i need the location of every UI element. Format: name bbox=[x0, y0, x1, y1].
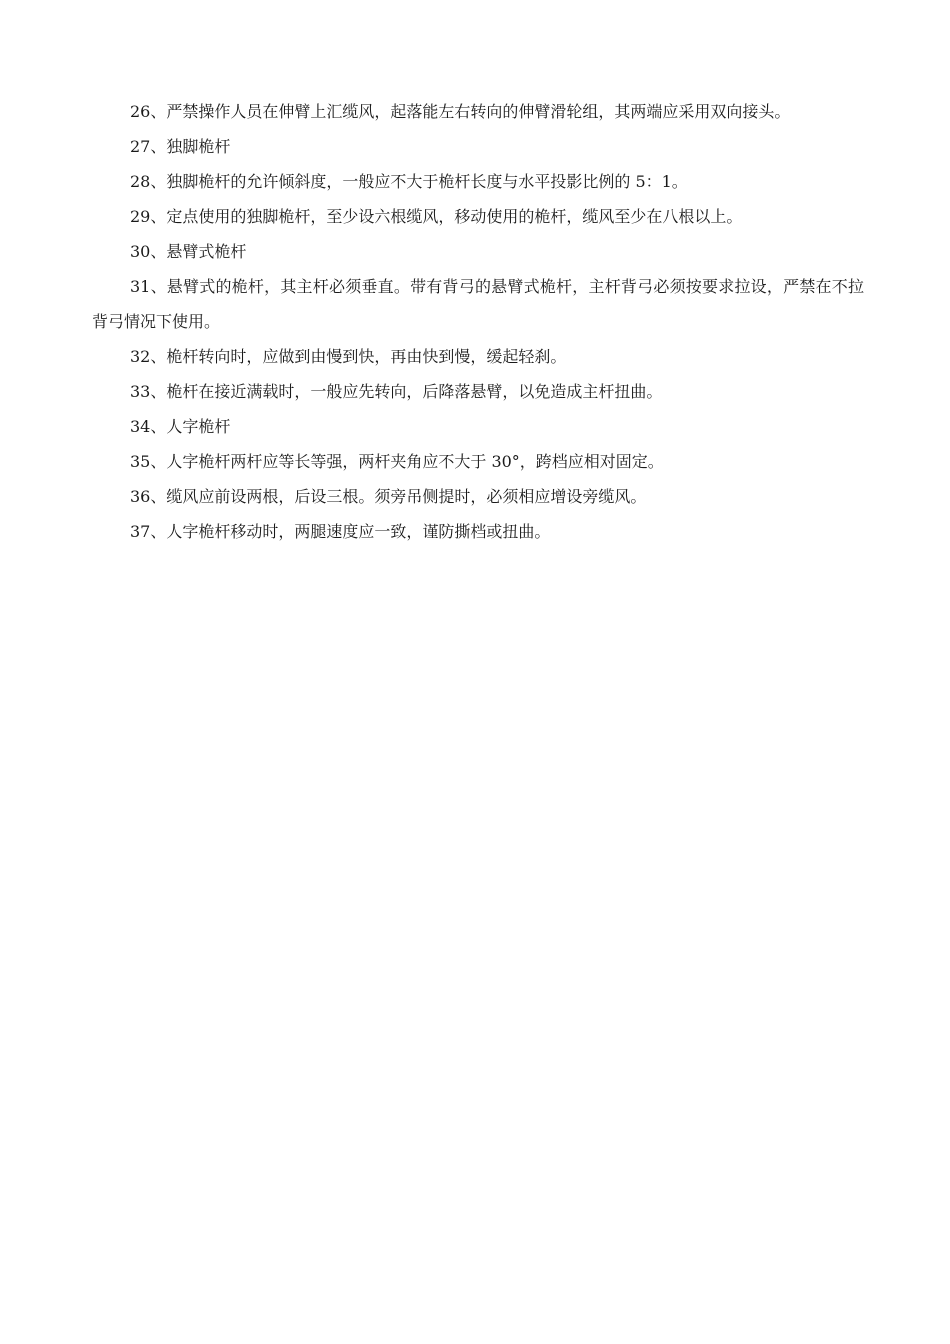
document-body bbox=[92, 94, 864, 549]
paragraph-32: 32、桅杆转向时，应做到由慢到快，再由快到慢，缓起轻刹。 bbox=[130, 347, 567, 366]
paragraph-28: 28、独脚桅杆的允许倾斜度，一般应不大于桅杆长度与水平投影比例的 5：1。 bbox=[130, 172, 688, 191]
paragraph-26: 26、严禁操作人员在伸臂上汇缆风，起落能左右转向的伸臂滑轮组，其两端应采用双向接头。 bbox=[130, 102, 791, 121]
paragraph-35: 35、人字桅杆两杆应等长等强，两杆夹角应不大于 30°，跨档应相对固定。 bbox=[130, 452, 664, 471]
paragraph-29: 29、定点使用的独脚桅杆，至少设六根缆风，移动使用的桅杆，缆风至少在八根以上。 bbox=[130, 207, 743, 226]
heading-34: 34、人字桅杆 bbox=[130, 417, 231, 436]
heading-27: 27、独脚桅杆 bbox=[130, 137, 231, 156]
heading-30: 30、悬臂式桅杆 bbox=[130, 242, 247, 261]
paragraph-37: 37、人字桅杆移动时，两腿速度应一致，谨防撕档或扭曲。 bbox=[130, 522, 551, 541]
paragraph-33: 33、桅杆在接近满载时，一般应先转向，后降落悬臂，以免造成主杆扭曲。 bbox=[130, 382, 663, 401]
paragraph-31: 31、悬臂式的桅杆，其主杆必须垂直。带有背弓的悬臂式桅杆，主杆背弓必须按要求拉设，严禁在不拉背弓情况下使用。 bbox=[92, 277, 864, 331]
paragraph-36: 36、缆风应前设两根，后设三根。须旁吊侧提时，必须相应增设旁缆风。 bbox=[130, 487, 647, 506]
